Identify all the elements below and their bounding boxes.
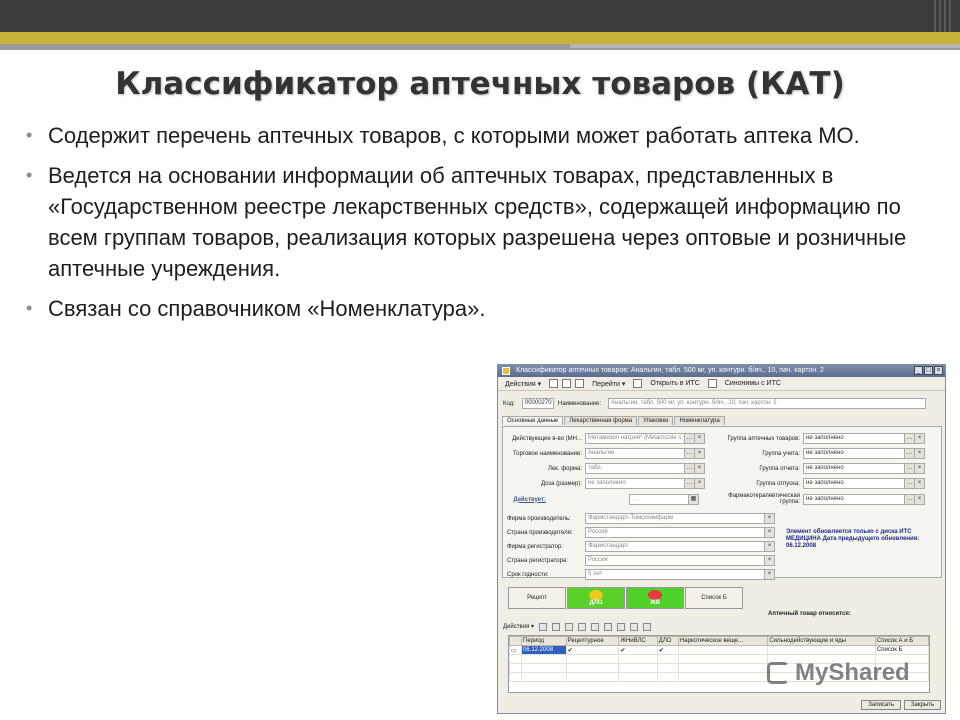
clear-icon[interactable]: × (694, 449, 704, 458)
bullet-icon: • (26, 125, 33, 145)
slide-title: Классификатор аптечных товаров (КАТ) (115, 66, 845, 102)
left-field-row: Лек. форма: табл. … × (505, 463, 705, 474)
active-date-field[interactable]: . . ▦ (629, 494, 699, 505)
code-field[interactable]: 00000270 (522, 398, 554, 409)
watermark: MyShared (767, 659, 910, 687)
belongs-label: Аптечный товар относится: (768, 611, 851, 617)
calendar-icon[interactable]: ▦ (688, 495, 698, 504)
column-header[interactable]: Наркотическое веще... (678, 637, 767, 646)
trade-name-field[interactable]: Анальгин … × (585, 448, 705, 459)
name-field[interactable]: Анальгин, табл. 500 мг, уп. контурн. б/яч., 10, пач. картон. 2 (608, 398, 926, 409)
substance-field[interactable]: Метамизол натрия* (Metamizole s … × (585, 433, 705, 444)
column-header[interactable]: Период (522, 637, 567, 646)
column-header[interactable]: Сильнодействующие и яды (768, 637, 876, 646)
select-icon[interactable]: … (684, 464, 694, 473)
account-group-field[interactable]: не заполнено … × (803, 448, 925, 459)
window-toolbar (498, 377, 945, 391)
window-app-icon (502, 367, 510, 375)
window-titlebar (498, 365, 945, 377)
bullet-icon: • (26, 298, 33, 318)
sort-icon[interactable] (617, 623, 625, 631)
column-header[interactable]: ЖНиВЛС (619, 637, 657, 646)
pharmacotherapy-group-field[interactable]: не заполнено … × (803, 494, 925, 505)
refresh-icon[interactable] (562, 379, 571, 388)
help-icon[interactable] (575, 379, 584, 388)
actions-menu-button[interactable]: Действия ▾ (505, 380, 542, 388)
tab-packages[interactable]: Упаковки (638, 416, 673, 425)
clear-icon[interactable]: × (914, 434, 924, 443)
drug-form-field[interactable]: табл. … × (585, 463, 705, 474)
clear-icon[interactable]: × (914, 464, 924, 473)
producer-row: Страна производителя: Россия × (505, 527, 775, 538)
move-down-icon[interactable] (604, 623, 612, 631)
column-header[interactable]: Рецептурное (566, 637, 619, 646)
watermark-logo-icon (767, 662, 789, 684)
right-field-row: Группа отчета: не заполнено … × (713, 463, 925, 474)
window-buttons (861, 700, 941, 710)
select-icon[interactable]: … (904, 495, 914, 504)
select-icon[interactable]: … (904, 479, 914, 488)
active-row (505, 494, 699, 505)
clear-icon[interactable]: × (764, 528, 774, 537)
gray-stripe-accent (570, 44, 960, 48)
add-row-icon[interactable] (539, 623, 547, 631)
pharm-group-field[interactable]: не заполнено … × (803, 433, 925, 444)
update-notice: Элемент обновляется только с диска ИТС МЕДИЦИНА Дата предыдущего обновления: 06.12.2008 (786, 529, 920, 549)
dose-field[interactable]: не заполнено … × (585, 478, 705, 489)
grid-toolbar (503, 621, 651, 632)
copy-row-icon[interactable] (552, 623, 560, 631)
clear-icon[interactable]: × (914, 479, 924, 488)
report-group-field[interactable]: не заполнено … × (803, 463, 925, 474)
clear-icon[interactable]: × (914, 449, 924, 458)
close-icon[interactable]: × (934, 366, 943, 375)
synonyms-icon (708, 379, 717, 388)
select-icon[interactable]: … (904, 464, 914, 473)
yellow-stripe (0, 32, 960, 44)
clear-icon[interactable]: × (764, 556, 774, 565)
bullet-item: • Ведется на основании информации об аптечных товарах, представленных в «Государственном реестре лекарственных средств», содержащей информацию по всем группам товаров, реализация которых разрешена через оптовые и розничные аптечные учреждения. (24, 160, 954, 284)
synonyms-button[interactable]: Синонимы с ИТС (724, 380, 781, 387)
left-field-row: Действующее в-во (МН... Метамизол натрия* (Metamizole s … × (505, 433, 705, 444)
producer-row: Фирма производитель: Фармстандарт-Томскхимфарм × (505, 513, 775, 524)
select-icon[interactable]: … (904, 449, 914, 458)
clear-icon[interactable]: × (764, 542, 774, 551)
column-header[interactable]: Список А и Б (875, 637, 928, 646)
table-row[interactable]: ▭ 06.12.2008 ✔ ✔ ✔ Список Б (510, 646, 929, 655)
tab-strip (502, 416, 726, 425)
maximize-icon[interactable]: □ (924, 366, 933, 375)
select-icon[interactable]: … (684, 479, 694, 488)
right-field-row: Группа учета: не заполнено … × (713, 448, 925, 459)
code-name-row (503, 398, 926, 409)
filter-icon[interactable] (630, 623, 638, 631)
zhv-badge[interactable]: ЖВ (626, 587, 684, 609)
top-stripes-decoration (934, 0, 954, 32)
name-label: Наименование: (557, 400, 602, 407)
edit-row-icon[interactable] (565, 623, 573, 631)
save-button[interactable]: Записать (861, 700, 901, 710)
tab-main-data[interactable]: Основные данные (502, 416, 563, 425)
tab-drug-form[interactable]: Лекарственная форма (564, 416, 637, 425)
list-b-badge[interactable]: Список Б (685, 587, 743, 609)
heart-icon (648, 590, 662, 600)
main-data-panel (502, 426, 942, 578)
left-field-row: Торговое наименование: Анальгин … × (505, 448, 705, 459)
right-field-row: Фармакотерапевтическая группа: не заполнено … × (713, 493, 925, 505)
clear-icon[interactable]: × (764, 514, 774, 523)
bullet-icon: • (26, 165, 33, 185)
window-title: Классификатор аптечных товаров: Анальгин, табл. 500 мг, уп. контурн. б/яч., 10, пач. картон. 2 (516, 367, 824, 374)
dlo-badge[interactable]: ДЛО (567, 587, 625, 609)
tab-nomenclature[interactable]: Номенклатура (674, 416, 724, 425)
dispense-group-field[interactable]: не заполнено … × (803, 478, 925, 489)
dlo-icon (589, 590, 603, 600)
open-its-button[interactable]: Открыть в ИТС (650, 380, 700, 387)
grid-header-row (510, 637, 929, 646)
goto-menu-button[interactable]: Перейти ▾ (592, 380, 626, 388)
right-field-row: Группа аптечных товаров: не заполнено … × (713, 433, 925, 444)
select-icon[interactable]: … (684, 449, 694, 458)
close-button[interactable]: Закрыть (904, 700, 941, 710)
producer-country-field[interactable]: Россия × (585, 527, 775, 538)
producer-row: Фирма регистратор: Фармстандарт × (505, 541, 775, 552)
row-icon: ▭ (510, 646, 522, 655)
producer-row: Страна регистратора: Россия × (505, 555, 775, 566)
column-header[interactable]: ДЛО (657, 637, 678, 646)
clear-icon[interactable]: × (694, 464, 704, 473)
code-label: Код: (503, 400, 515, 407)
window-controls (914, 366, 943, 375)
bullet-list (24, 120, 954, 333)
select-icon[interactable]: … (904, 434, 914, 443)
right-field-row: Группа отпуска: не заполнено … × (713, 478, 925, 489)
refresh-icon[interactable] (643, 623, 651, 631)
recipe-badge[interactable]: Рецепт (508, 587, 566, 609)
move-up-icon[interactable] (591, 623, 599, 631)
shelf-life-field[interactable]: 5 лет × (585, 569, 775, 580)
category-badges (508, 587, 743, 609)
producer-row: Срок годности: 5 лет × (505, 569, 775, 580)
minimize-icon[interactable]: _ (914, 366, 923, 375)
registrar-firm-field[interactable]: Фармстандарт × (585, 541, 775, 552)
clear-icon[interactable]: × (914, 495, 924, 504)
clear-icon[interactable]: × (694, 479, 704, 488)
open-its-icon (633, 379, 642, 388)
left-field-row: Доза (размер): не заполнено … × (505, 478, 705, 489)
clear-icon[interactable]: × (764, 570, 774, 579)
bullet-item: • Содержит перечень аптечных товаров, с которыми может работать аптека МО. (24, 120, 954, 151)
clear-icon[interactable]: × (694, 434, 704, 443)
producer-firm-field[interactable]: Фармстандарт-Томскхимфарм × (585, 513, 775, 524)
bullet-item: • Связан со справочником «Номенклатура». (24, 293, 954, 324)
active-label: Действует: (513, 496, 546, 503)
delete-row-icon[interactable] (578, 623, 586, 631)
save-icon[interactable] (549, 379, 558, 388)
registrar-country-field[interactable]: Россия × (585, 555, 775, 566)
grid-actions-button[interactable]: Действия ▾ (503, 624, 534, 630)
select-icon[interactable]: … (684, 434, 694, 443)
top-banner (0, 0, 960, 32)
